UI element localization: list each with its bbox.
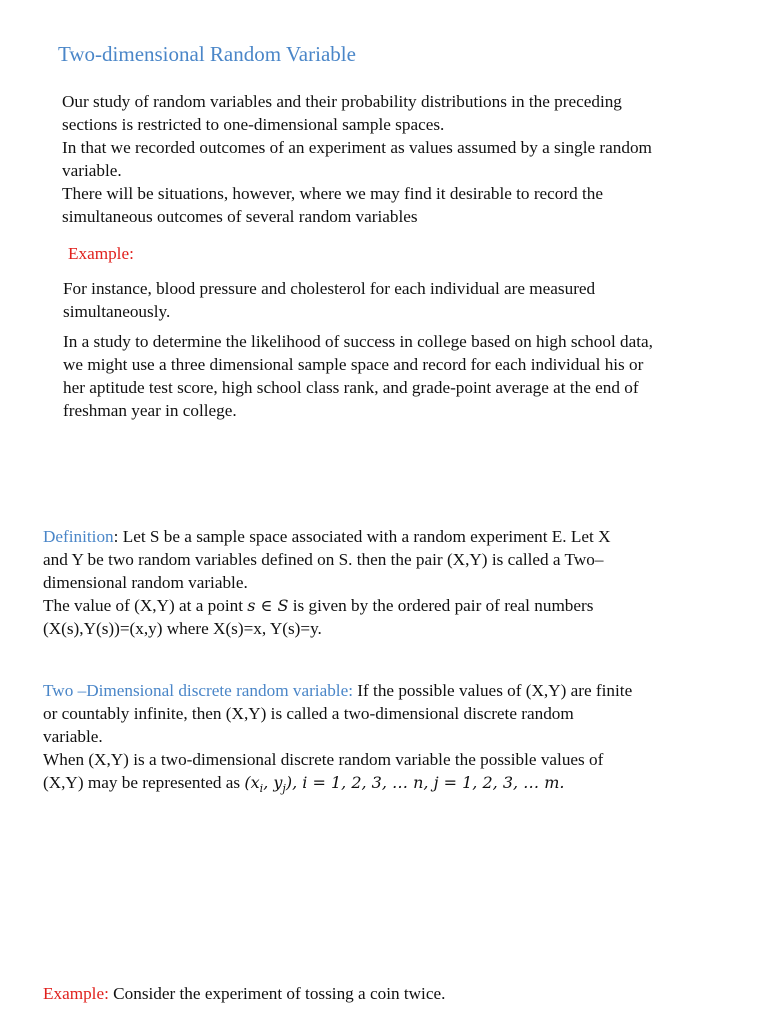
text-line — [43, 679, 632, 702]
definition-text: : Let S be a sample space associated with a random experiment E. Let X — [113, 527, 611, 546]
text-line: In a study to determine the likelihood of success in college based on high school data, — [63, 332, 653, 351]
text-line: and Y be two random variables defined on S. then the pair (X,Y) is called a Two– — [43, 550, 604, 569]
math-part: (x — [244, 773, 260, 792]
math-subscript: i — [259, 782, 264, 796]
instance-paragraph — [63, 277, 595, 323]
text-line: In that we recorded outcomes of an experiment as values assumed by a single random — [62, 138, 652, 157]
text-line: Our study of random variables and their probability distributions in the preceding — [62, 92, 622, 111]
math-subscript: j — [282, 782, 286, 796]
text-line: freshman year in college. — [63, 401, 237, 420]
discrete-definition-paragraph — [43, 679, 632, 794]
definition-text: The value of (X,Y) at a point — [43, 596, 248, 615]
math-part: , i = 1, 2, 3, … n, j = 1, 2, 3, … m. — [292, 773, 565, 792]
text-line — [43, 594, 611, 617]
math-part: ) — [285, 773, 293, 792]
text-line: her aptitude test score, high school class rank, and grade-point average at the end of — [63, 378, 639, 397]
math-part: , y — [263, 773, 283, 792]
text-line: variable. — [62, 161, 122, 180]
example-label: Example: — [43, 984, 109, 1003]
study-paragraph — [63, 330, 653, 422]
math-expression — [244, 773, 565, 796]
text-line: we might use a three dimensional sample space and record for each individual his or — [63, 355, 644, 374]
discrete-text: (X,Y) may be represented as — [43, 773, 245, 792]
example-text: Consider the experiment of tossing a coin twice. — [108, 984, 446, 1003]
math-expression: s ∈ S — [247, 596, 289, 615]
text-line: simultaneously. — [63, 302, 171, 321]
text-line: (X(s),Y(s))=(x,y) where X(s)=x, Y(s)=y. — [43, 619, 322, 638]
text-line: simultaneous outcomes of several random variables — [62, 207, 418, 226]
text-line: sections is restricted to one-dimensional sample spaces. — [62, 115, 445, 134]
text-line: or countably infinite, then (X,Y) is called a two-dimensional discrete random — [43, 704, 574, 723]
text-line — [43, 525, 611, 548]
text-line: variable. — [43, 727, 103, 746]
text-line — [43, 982, 445, 1005]
definition-paragraph — [43, 525, 611, 640]
discrete-text: If the possible values of (X,Y) are finite — [353, 681, 633, 700]
text-line: There will be situations, however, where we may find it desirable to record the — [62, 184, 604, 203]
text-line: dimensional random variable. — [43, 573, 248, 592]
page-title: Two-dimensional Random Variable — [58, 42, 356, 66]
discrete-label: Two –Dimensional discrete random variable: — [43, 681, 353, 700]
example-coin-paragraph — [43, 982, 445, 1005]
text-line: When (X,Y) is a two-dimensional discrete random variable the possible values of — [43, 750, 604, 769]
definition-label: Definition — [43, 527, 114, 546]
text-line: For instance, blood pressure and cholesterol for each individual are measured — [63, 279, 596, 298]
intro-paragraph — [62, 90, 652, 228]
text-line — [43, 771, 632, 794]
example-heading: Example: — [68, 244, 134, 263]
definition-text: is given by the ordered pair of real numbers — [288, 596, 594, 615]
